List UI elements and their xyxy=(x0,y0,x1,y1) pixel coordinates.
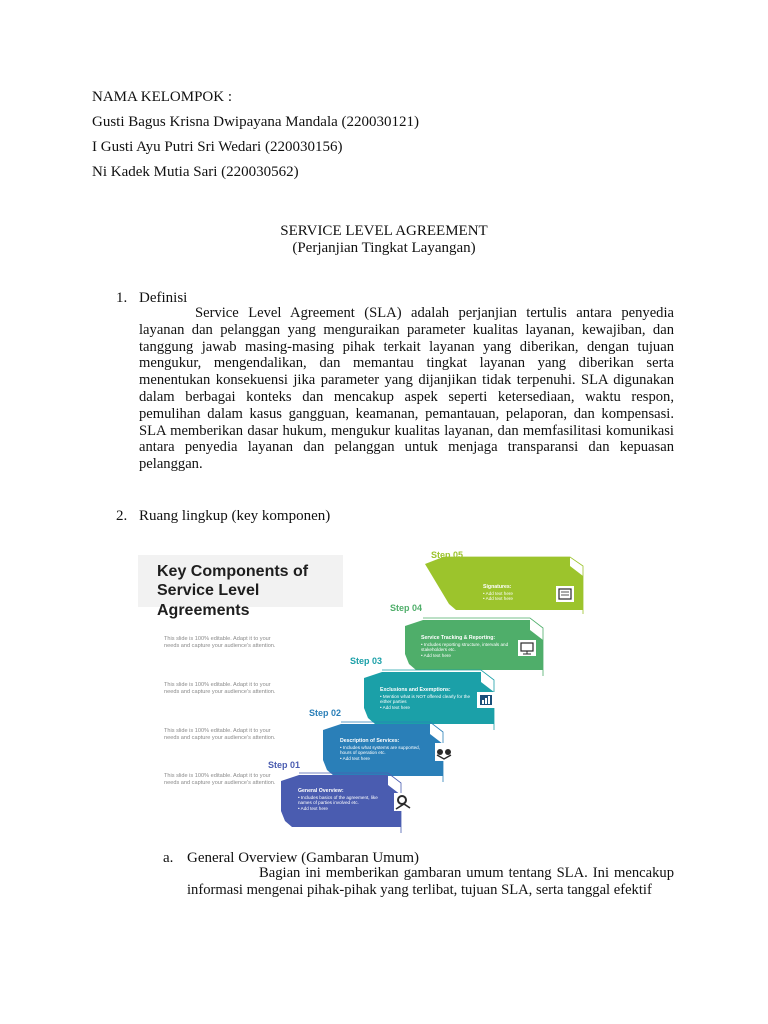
step-05-heading: Signatures: xyxy=(483,584,512,590)
step-05-label: Step 05 xyxy=(431,550,464,560)
member-1: Gusti Bagus Krisna Dwipayana Mandala (220030121) xyxy=(92,114,420,130)
step-01-text xyxy=(298,788,382,811)
step-01-bullet-1: • Includes basics of the agreement, like names of parties involved etc. xyxy=(298,794,378,806)
group-heading: NAMA KELOMPOK : xyxy=(92,89,233,105)
section-1-body: Service Level Agreement (SLA) adalah perjanjian tertulis antara penyedia layanan dan pelanggan yang menguraikan parameter kualitas layanan, kewajiban, dan tanggung jawab masing-masing pihak terkait layanan yang diberikan, dengan tujuan mengukur, mengendalikan, dan memantau tingkat layanan yang diberikan serta menentukan konsekuensi jika parameter yang dijanjikan tidak terpenuhi. SLA digunakan dalam berbagai konteks dan mencakup aspek seperti ketersediaan, waktu respon, pemulihan dalam kasus gangguan, keamanan, pemantauan, pelaporan, dan kompensasi. SLA memberikan dasar hukum, mengukur kualitas layanan, dan memfasilitasi komunikasi antara penyedia layanan dan pelanggan untuk menjaga transparansi dan kepuasan pelanggan. xyxy=(139,305,674,473)
section-2-number: 2. xyxy=(116,508,128,524)
infographic-title-line-2: Service Level Agreements xyxy=(157,582,260,619)
step-02-bullet-2: • Add text here xyxy=(340,755,370,761)
step-03-bullet-1: • Mention what is NOT offered clearly for the either parties xyxy=(380,693,471,705)
section-1-number: 1. xyxy=(116,290,128,306)
step-05-bullet-2: • Add text here xyxy=(483,596,513,602)
step-01-bullet-2: • Add text here xyxy=(298,805,328,811)
step-01-heading: General Overview: xyxy=(298,788,344,794)
step-03-heading: Exclusions and Exemptions: xyxy=(380,687,451,693)
subsection-a-letter: a. xyxy=(163,850,174,866)
step-02-heading: Description of Services: xyxy=(340,738,400,744)
step-05-bullet-1: • Add text here xyxy=(483,590,513,596)
step-03-text xyxy=(380,687,472,710)
step-02-label: Step 02 xyxy=(309,708,342,718)
infographic-title-line-1: Key Components of xyxy=(157,563,309,580)
section-1-heading: Definisi xyxy=(139,290,188,306)
step-04-bullet-2: • Add text here xyxy=(421,652,451,658)
step-02-bullet-1: • Includes what systems are supported, hours of operation etc. xyxy=(340,744,421,756)
side-text-3: This slide is 100% editable. Adapt it to your needs and capture your audience's attention. xyxy=(164,728,276,741)
step-03-bullet-2: • Add text here xyxy=(380,704,410,710)
section-2-heading: Ruang lingkup (key komponen) xyxy=(139,508,331,524)
step-04-bullet-1: • Includes reporting structure, intervals and stakeholders etc. xyxy=(421,641,509,653)
subsection-a-body: Bagian ini memberikan gambaran umum tentang SLA. Ini mencakup informasi mengenai pihak-pihak yang terlibat, tujuan SLA, serta tanggal efektif xyxy=(187,865,674,898)
step-04-text xyxy=(421,635,513,658)
key-components-infographic xyxy=(138,548,598,840)
side-text-1: This slide is 100% editable. Adapt it to your needs and capture your audience's attention. xyxy=(164,636,276,649)
step-05-text xyxy=(483,584,551,602)
side-text-4: This slide is 100% editable. Adapt it to your needs and capture your audience's attention. xyxy=(164,773,276,786)
step-04-heading: Service Tracking & Reporting: xyxy=(421,635,496,641)
step-01-label: Step 01 xyxy=(268,760,301,770)
subsection-a-heading: General Overview (Gambaran Umum) xyxy=(187,850,419,866)
member-3: Ni Kadek Mutia Sari (220030562) xyxy=(92,164,299,180)
doc-title: SERVICE LEVEL AGREEMENT xyxy=(280,223,488,239)
member-2: I Gusti Ayu Putri Sri Wedari (220030156) xyxy=(92,139,343,155)
side-text-2: This slide is 100% editable. Adapt it to your needs and capture your audience's attention. xyxy=(164,682,276,695)
step-04-label: Step 04 xyxy=(390,603,423,613)
step-02-text xyxy=(340,738,426,761)
step-03-label: Step 03 xyxy=(350,656,383,666)
doc-subtitle: (Perjanjian Tingkat Layangan) xyxy=(292,240,476,256)
